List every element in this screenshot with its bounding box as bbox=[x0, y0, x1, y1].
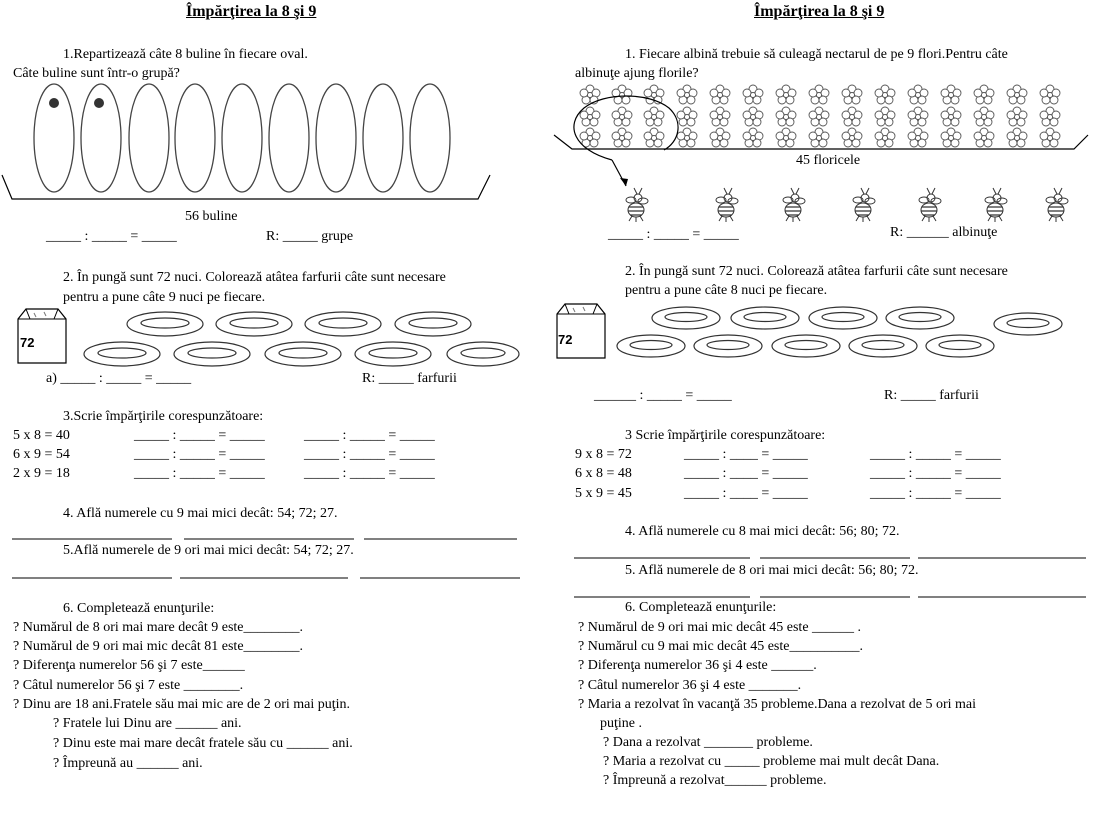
right-ex3-given-3: 5 x 9 = 45 bbox=[575, 486, 632, 501]
bee-icon bbox=[985, 188, 1007, 222]
right-ex3-given-2: 6 x 8 = 48 bbox=[575, 466, 632, 481]
flower-row-2 bbox=[580, 107, 1060, 126]
plate bbox=[355, 342, 431, 366]
left-ex3-given-3: 2 x 9 = 18 bbox=[13, 466, 70, 481]
right-ex6-item-1: ? Numărul de 9 ori mai mic decât 45 este ______ . bbox=[578, 620, 862, 635]
right-ex2-text-line1: 2. În pungă sunt 72 nuci. Colorează atâtea farfurii câte sunt necesare bbox=[625, 264, 1008, 279]
plate bbox=[772, 335, 840, 357]
left-ex1-equation: _____ : _____ = _____ bbox=[46, 229, 177, 244]
right-flowers-illustration bbox=[554, 80, 1094, 220]
plate bbox=[395, 312, 471, 336]
left-ex2-text-line1: 2. În pungă sunt 72 nuci. Colorează atâtea farfurii câte sunt necesare bbox=[63, 270, 446, 285]
oval-7 bbox=[316, 84, 356, 192]
left-ex1-text-line2: Câte buline sunt într-o grupă? bbox=[13, 66, 180, 81]
right-ex6-item-4: ? Câtul numerelor 36 şi 4 este _______. bbox=[578, 678, 802, 693]
left-ex5-text: 5.Află numerele de 9 ori mai mici decât: 54; 72; 27. bbox=[63, 543, 354, 558]
plate bbox=[652, 307, 720, 329]
bee-icon bbox=[716, 188, 738, 222]
left-ex4-text: 4. Află numerele cu 9 mai mici decât: 54; 72; 27. bbox=[63, 506, 338, 521]
left-plates-illustration bbox=[80, 308, 500, 368]
right-ex1-text-line2: albinuţe ajung florile? bbox=[575, 66, 699, 81]
oval-3 bbox=[129, 84, 169, 192]
right-nut-bag-illustration bbox=[553, 300, 609, 360]
left-ex3-div2-1: _____ : _____ = _____ bbox=[304, 428, 435, 443]
left-ex5-answer-lines bbox=[12, 577, 522, 581]
left-ex6-subitem-1: ? Fratele lui Dinu are ______ ani. bbox=[53, 716, 242, 731]
left-page-title: Împărţirea la 8 şi 9 bbox=[186, 3, 317, 20]
left-ex1-total: 56 buline bbox=[185, 209, 238, 224]
right-ex3-div1-2: _____ : ____ = _____ bbox=[684, 466, 808, 481]
right-ex3-given-1: 9 x 8 = 72 bbox=[575, 447, 632, 462]
right-ex6-item-2: ? Numărul cu 9 mai mic decât 45 este__________. bbox=[578, 639, 863, 654]
left-ex2-text-line2: pentru a pune câte 9 nuci pe fiecare. bbox=[63, 290, 266, 305]
left-ex1-text-line1: 1.Repartizează câte 8 buline în fiecare oval. bbox=[63, 47, 308, 62]
right-ex5-text: 5. Află numerele de 8 ori mai mici decât: 56; 80; 72. bbox=[625, 563, 919, 578]
left-ex3-heading: 3.Scrie împărţirile corespunzătoare: bbox=[63, 409, 264, 424]
bee-icon bbox=[626, 188, 648, 222]
plate bbox=[694, 335, 762, 357]
right-ex3-div2-1: _____ : _____ = _____ bbox=[870, 447, 1001, 462]
right-ex2-answer: R: _____ farfurii bbox=[884, 388, 979, 403]
plate bbox=[84, 342, 160, 366]
right-ex6-subitem-1: ? Dana a rezolvat _______ probleme. bbox=[603, 735, 813, 750]
oval-5 bbox=[222, 84, 262, 192]
right-ex3-div1-1: _____ : ____ = _____ bbox=[684, 447, 808, 462]
right-ex3-div2-2: _____ : _____ = _____ bbox=[870, 466, 1001, 481]
plate bbox=[127, 312, 203, 336]
bee-icon bbox=[1046, 188, 1068, 222]
left-ex3-div2-2: _____ : _____ = _____ bbox=[304, 447, 435, 462]
plate bbox=[731, 307, 799, 329]
left-ex3-div1-2: _____ : _____ = _____ bbox=[134, 447, 265, 462]
right-ex1-equation: _____ : _____ = _____ bbox=[608, 227, 739, 242]
bee-icon bbox=[783, 188, 805, 222]
right-ex3-heading: 3 Scrie împărţirile corespunzătoare: bbox=[625, 428, 826, 443]
plate bbox=[305, 312, 381, 336]
right-page-title: Împărţirea la 8 şi 9 bbox=[754, 3, 885, 20]
dot-1 bbox=[49, 98, 59, 108]
right-ex6-subitem-3: ? Împreună a rezolvat______ probleme. bbox=[603, 773, 827, 788]
plate bbox=[174, 342, 250, 366]
left-ex3-div1-3: _____ : _____ = _____ bbox=[134, 466, 265, 481]
plate bbox=[617, 335, 685, 357]
right-ex3-div1-3: _____ : ____ = _____ bbox=[684, 486, 808, 501]
right-ex6-heading: 6. Completează enunţurile: bbox=[625, 600, 777, 615]
bee-icons bbox=[626, 188, 1068, 222]
left-ex2-answer: R: _____ farfurii bbox=[362, 371, 457, 386]
flower-row-1 bbox=[580, 85, 1060, 104]
right-ex1-total: 45 floricele bbox=[796, 153, 861, 168]
plate bbox=[809, 307, 877, 329]
left-ex6-item-5: ? Dinu are 18 ani.Fratele său mai mic are de 2 ori mai puţin. bbox=[13, 697, 351, 712]
dot-2 bbox=[94, 98, 104, 108]
left-ex3-given-2: 6 x 9 = 54 bbox=[13, 447, 70, 462]
oval-8 bbox=[363, 84, 403, 192]
right-ex1-answer: R: ______ albinuţe bbox=[890, 225, 998, 240]
right-ex2-equation: ______ : _____ = _____ bbox=[594, 388, 732, 403]
left-ex6-subitem-2: ? Dinu este mai mare decât fratele său cu ______ ani. bbox=[53, 736, 353, 751]
bee-icon bbox=[853, 188, 875, 222]
plate bbox=[216, 312, 292, 336]
plate bbox=[926, 335, 994, 357]
right-ex6-item-5: ? Maria a rezolvat în vacanţă 35 probleme.Dana a rezolvat de 5 ori mai bbox=[578, 697, 977, 712]
left-ex1-answer: R: _____ grupe bbox=[266, 229, 354, 244]
left-ex3-given-1: 5 x 8 = 40 bbox=[13, 428, 70, 443]
plate bbox=[447, 342, 519, 366]
left-ex6-subitem-3: ? Împreună au ______ ani. bbox=[53, 756, 203, 771]
left-ex6-item-2: ? Numărul de 9 ori mai mic decât 81 este________. bbox=[13, 639, 304, 654]
bee-icon bbox=[919, 188, 941, 222]
right-ex1-text-line1: 1. Fiecare albină trebuie să culeagă nectarul de pe 9 flori.Pentru câte bbox=[625, 47, 1008, 62]
left-ovals-illustration bbox=[0, 80, 500, 210]
plate bbox=[265, 342, 341, 366]
left-ex4-answer-lines bbox=[12, 538, 522, 542]
left-ex2-equation: a) _____ : _____ = _____ bbox=[46, 371, 192, 386]
left-ex6-item-3: ? Diferenţa numerelor 56 şi 7 este______ bbox=[13, 658, 245, 673]
right-ex6-continuation: puţine . bbox=[600, 716, 642, 731]
right-bag-label: 72 bbox=[558, 332, 573, 347]
left-ex6-heading: 6. Completează enunţurile: bbox=[63, 601, 215, 616]
right-ex6-subitem-2: ? Maria a rezolvat cu _____ probleme mai mult decât Dana. bbox=[603, 754, 940, 769]
plate bbox=[849, 335, 917, 357]
left-ex6-item-1: ? Numărul de 8 ori mai mare decât 9 este________. bbox=[13, 620, 304, 635]
left-ex3-div2-3: _____ : _____ = _____ bbox=[304, 466, 435, 481]
flower-row-3 bbox=[580, 128, 1060, 147]
oval-9 bbox=[410, 84, 450, 192]
oval-4 bbox=[175, 84, 215, 192]
plate bbox=[886, 307, 954, 329]
left-bag-label: 72 bbox=[20, 335, 35, 350]
oval-6 bbox=[269, 84, 309, 192]
right-ex6-item-3: ? Diferenţa numerelor 36 şi 4 este ______. bbox=[578, 658, 817, 673]
right-ex3-div2-3: _____ : _____ = _____ bbox=[870, 486, 1001, 501]
left-ex6-item-4: ? Câtul numerelor 56 şi 7 este ________. bbox=[13, 678, 244, 693]
right-plates-illustration bbox=[612, 304, 1072, 364]
plate bbox=[994, 313, 1062, 335]
right-ex2-text-line2: pentru a pune câte 8 nuci pe fiecare. bbox=[625, 283, 828, 298]
right-ex4-answer-lines bbox=[574, 557, 1094, 561]
left-ex3-div1-1: _____ : _____ = _____ bbox=[134, 428, 265, 443]
flower-rows bbox=[580, 85, 1060, 147]
right-ex4-text: 4. Află numerele cu 8 mai mici decât: 56; 80; 72. bbox=[625, 524, 900, 539]
